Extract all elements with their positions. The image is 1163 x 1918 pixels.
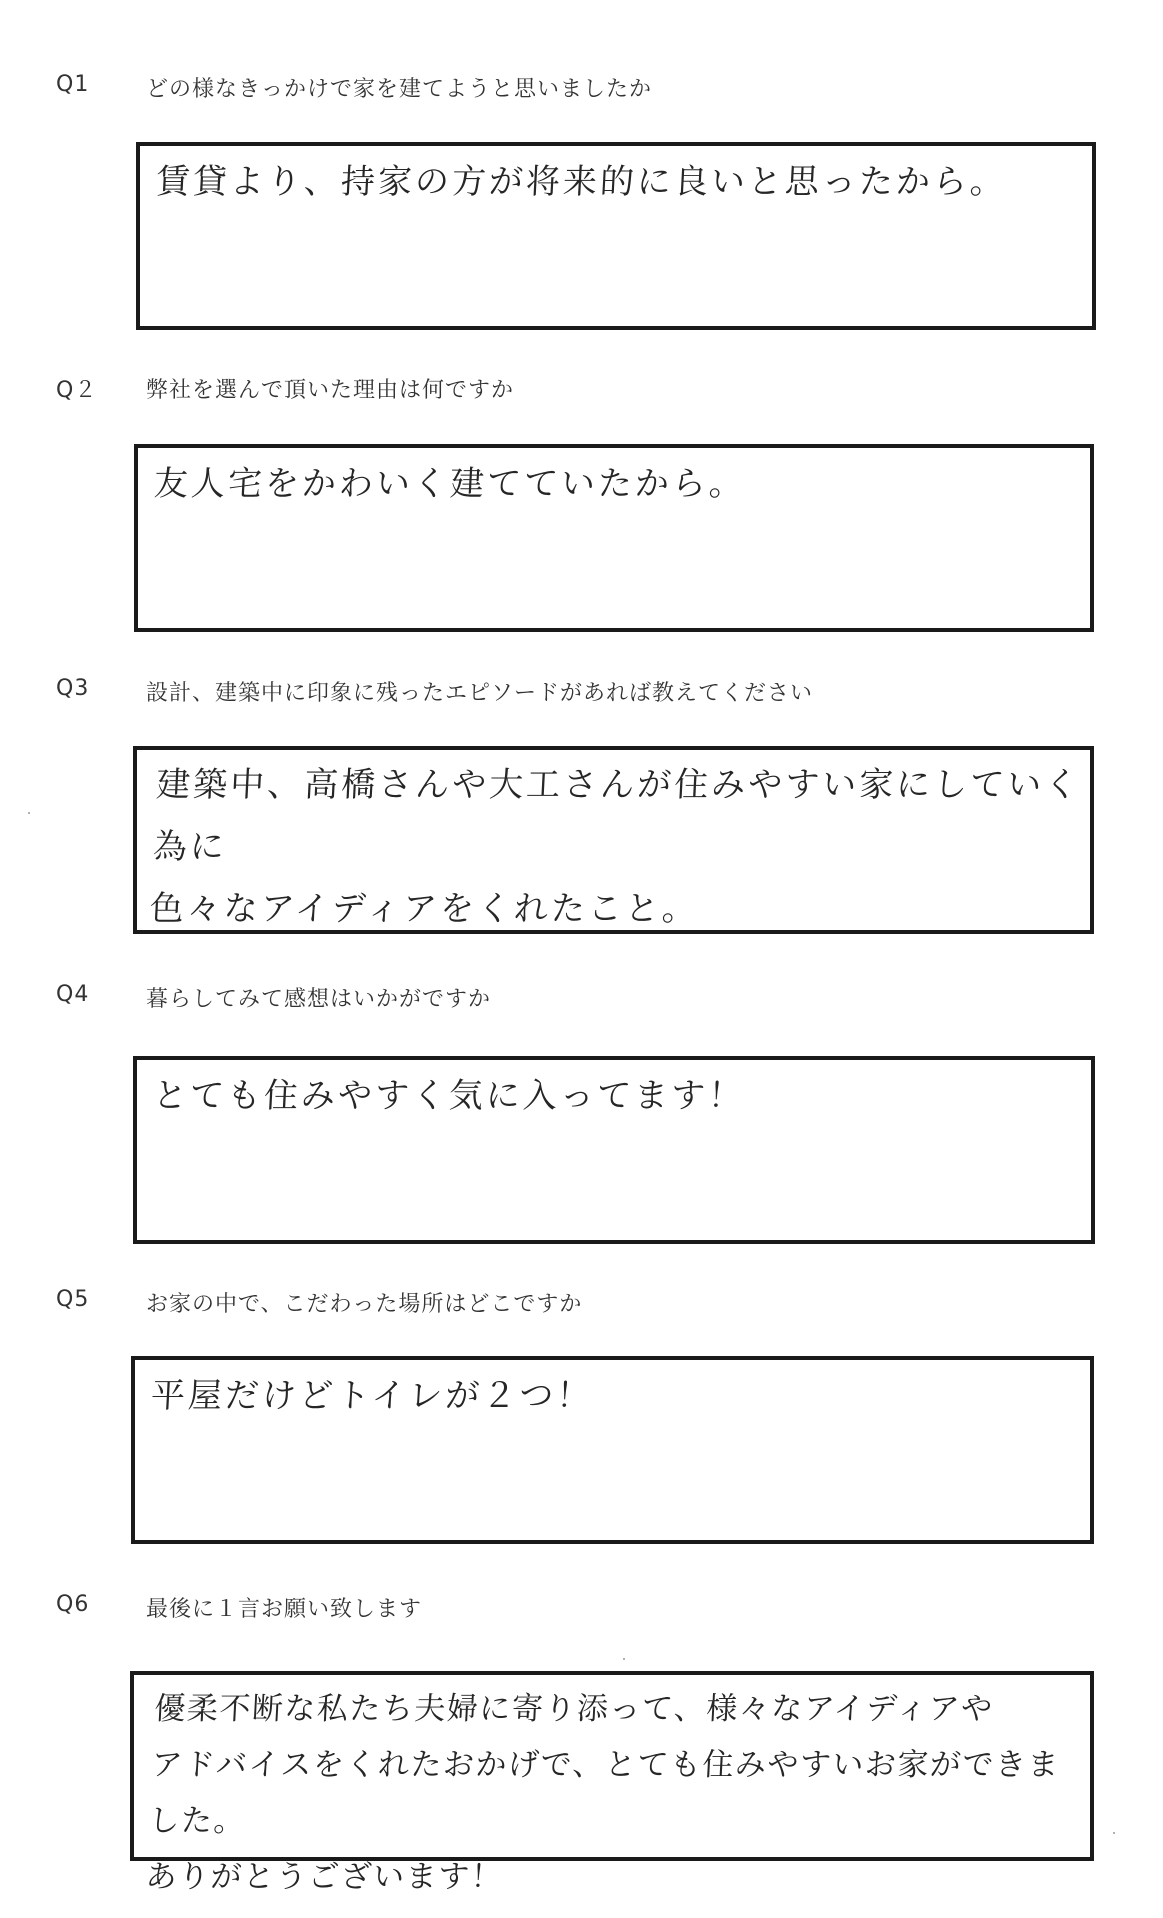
answer-5-text: 平屋だけどトイレが２つ！ xyxy=(149,1376,595,1416)
answer-4-text: とても住みやすく気に入ってます！ xyxy=(151,1076,747,1116)
answer-2-text: 友人宅をかわいく建てていたから。 xyxy=(152,464,748,504)
question-3-label: Q3 xyxy=(56,676,90,701)
question-4-label: Q4 xyxy=(56,982,90,1007)
question-4-text: 暮らしてみて感想はいかがですか xyxy=(146,987,492,1012)
question-5-label: Q5 xyxy=(56,1287,90,1312)
answer-4-box xyxy=(133,1056,1095,1244)
question-5-text: お家の中で、こだわった場所はどこですか xyxy=(146,1292,583,1317)
question-6-label: Q6 xyxy=(56,1592,90,1617)
scan-speck xyxy=(28,812,30,814)
answer-1-box xyxy=(136,142,1096,330)
question-3-text: 設計、建築中に印象に残ったエピソードがあれば教えてください xyxy=(146,681,814,706)
question-1-label: Q1 xyxy=(56,72,90,97)
scan-speck xyxy=(623,1658,625,1660)
question-6-text: 最後に１言お願い致します xyxy=(146,1597,423,1622)
question-1-text: どの様なきっかけで家を建てようと思いましたか xyxy=(146,77,653,102)
answer-2-box xyxy=(134,444,1094,632)
scan-speck xyxy=(1113,1832,1115,1834)
answer-1-text: 賃貸より、持家の方が将来的に良いと思ったから。 xyxy=(154,162,1009,202)
question-2-label: Q２ xyxy=(56,378,98,403)
question-2-text: 弊社を選んで頂いた理由は何ですか xyxy=(146,378,515,403)
answer-3-box xyxy=(133,746,1094,934)
answer-6-box xyxy=(130,1671,1094,1895)
answer-5-box xyxy=(131,1356,1094,1544)
answer-6-text: 優柔不断な私たち夫婦に寄り添って、様々なアイディアや アドバイスをくれたおかげで、とても住みやすいお家ができました。 ありがとうございます！ xyxy=(144,1691,1061,1895)
answer-3-text: 建築中、高橋さんや大工さんが住みやすい家にしていく為に 色々なアイディアをくれたこと。 xyxy=(148,765,1083,929)
